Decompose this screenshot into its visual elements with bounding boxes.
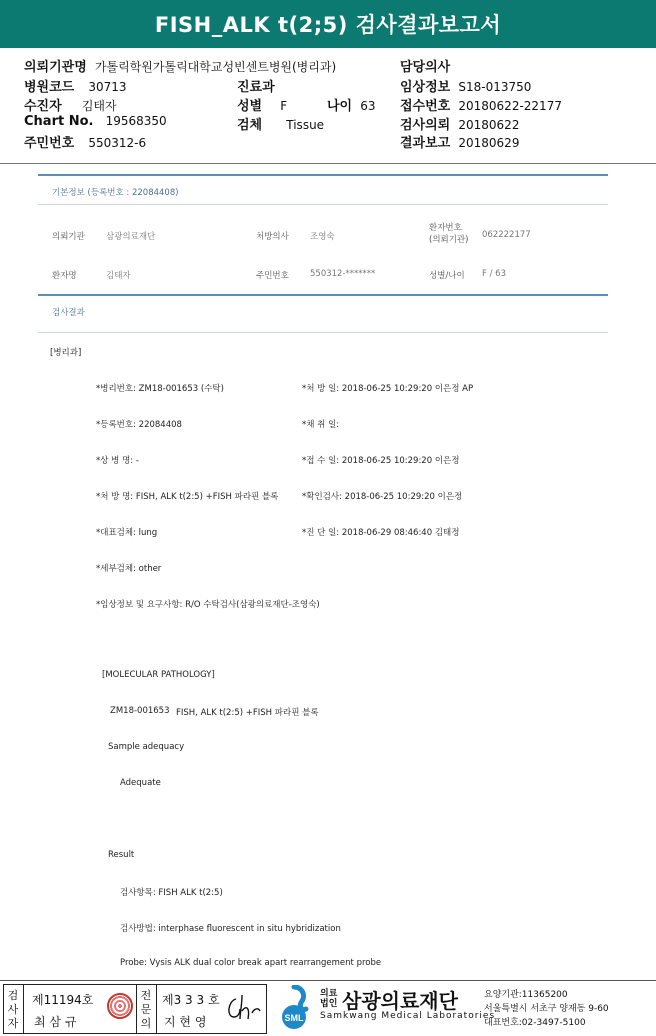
field-right: *확인검사: 2018-06-25 10:29:20 이은정 (302, 492, 463, 502)
field-right: *진 단 일: 2018-06-29 08:46:40 김태정 (302, 528, 460, 538)
footer (0, 980, 656, 1036)
resident-no: 주민번호 550312-6 (24, 136, 147, 151)
department: 진료과 (237, 80, 275, 95)
report-date: 결과보고 20180629 (400, 136, 520, 151)
patient-no-label: 환자번호 (의뢰기관) (429, 223, 469, 245)
molecular-heading: [MOLECULAR PATHOLOGY] (102, 670, 215, 680)
clinical-info: 임상정보 S18-013750 (400, 80, 532, 95)
signature-box (3, 984, 267, 1034)
inspector-vertical: 검 사 자 (7, 989, 19, 1030)
patient-name-value: 김태자 (106, 271, 131, 281)
chart-no: Chart No. 19568350 (24, 114, 167, 129)
report-title: FISH_ALK t(2;5) 검사결과보고서 (0, 0, 656, 48)
divider (136, 985, 137, 1033)
sml-logo-icon (272, 985, 316, 1031)
divider (38, 332, 608, 333)
req-org-label: 의뢰기관 (52, 232, 85, 242)
requesting-org: 의뢰기관명 가톨릭학원가톨릭대학교성빈센트병원(병리과) (24, 60, 337, 75)
molecular-test: FISH, ALK t(2:5) +FISH 파라핀 블록 (176, 708, 319, 718)
sex-age-label: 성별/나이 (429, 271, 465, 281)
attending-doctor: 담당의사 (400, 60, 451, 75)
patient: 수진자 김태자 (24, 99, 117, 114)
request-date: 검사의뢰 20180622 (400, 118, 520, 133)
req-org-value: 삼광의료재단 (106, 232, 156, 242)
specialist-vertical: 전 문 의 (140, 989, 152, 1030)
result-label: Result (108, 850, 135, 860)
patient-name-label: 환자명 (52, 271, 77, 281)
patient-no-value: 062222177 (482, 230, 531, 240)
sex: 성별 F (237, 99, 288, 114)
field-left: *병리번호: ZM18-001653 (수탁) (96, 384, 224, 394)
inspector-name: 최 삼 규 (34, 1015, 77, 1029)
org-name-en: Samkwang Medical Laboratories (320, 1011, 496, 1021)
seal-stamp (107, 993, 133, 1019)
field-left: *처 방 명: FISH, ALK t(2:5) +FISH 파라핀 블록 (96, 492, 279, 502)
org-name: 삼광의료재단 (342, 989, 458, 1013)
phone: 대표번호:02-3497-5100 (484, 1018, 586, 1028)
scanned-report (38, 164, 608, 980)
field-right: *채 취 일: (302, 420, 340, 430)
field-right: *처 방 일: 2018-06-25 10:29:20 이은정 AP (302, 384, 474, 394)
header-info-panel (0, 48, 656, 164)
section-rule (38, 294, 608, 296)
care-code: 요양기관:11365200 (484, 990, 568, 1000)
resident-value: 550312-******* (310, 269, 376, 279)
receipt-no: 접수번호 20180622-22177 (400, 99, 562, 114)
test-method: 검사방법: interphase fluorescent in situ hybridization (120, 924, 341, 934)
address: 서울특별시 서초구 양재동 9-60 (484, 1004, 609, 1014)
divider (23, 985, 24, 1033)
inspector-no: 제11194호 (32, 993, 94, 1007)
divider (156, 985, 157, 1033)
result-heading: 검사결과 (52, 308, 85, 318)
specialist-no: 제3 3 3 호 (162, 993, 220, 1007)
divider (38, 204, 608, 205)
pathology-tag: [병리과] (50, 348, 82, 358)
top-rule (38, 174, 608, 176)
molecular-id: ZM18-001653 (110, 706, 170, 716)
field-left: *상 병 명: - (96, 456, 139, 466)
field-right: *접 수 일: 2018-06-25 10:29:20 이은정 (302, 456, 460, 466)
basic-info-heading: 기본정보 (등록번호 : 22084408) (52, 188, 179, 198)
probe: Probe: Vysis ALK dual color break apart rearrangement probe (120, 958, 382, 968)
field-left: *등록번호: 22084408 (96, 420, 182, 430)
signature (222, 991, 262, 1025)
resident-label: 주민번호 (256, 271, 289, 281)
specialist-name: 지 현 영 (164, 1015, 207, 1029)
field-left: *대표검체: lung (96, 528, 158, 538)
svg-text:SML: SML (284, 1013, 304, 1023)
age: 나이 63 (327, 99, 376, 114)
field-left: *세부검체: other (96, 564, 162, 574)
field-left: *임상정보 및 요구사항: R/O 수탁검사(삼광의료재단-조영숙) (96, 600, 320, 610)
prescriber-label: 처방의사 (256, 232, 289, 242)
test-item: 검사항목: FISH ALK t(2:5) (120, 888, 223, 898)
org-type: 의료 법인 (320, 989, 338, 1009)
specimen: 검체 Tissue (237, 118, 325, 133)
prescriber-value: 조영숙 (310, 232, 335, 242)
hospital-code: 병원코드 30713 (24, 80, 127, 95)
adequate: Adequate (120, 778, 161, 788)
sample-adequacy: Sample adequacy (108, 742, 185, 752)
scanned-report-area (0, 164, 656, 980)
sex-age-value: F / 63 (482, 269, 506, 279)
